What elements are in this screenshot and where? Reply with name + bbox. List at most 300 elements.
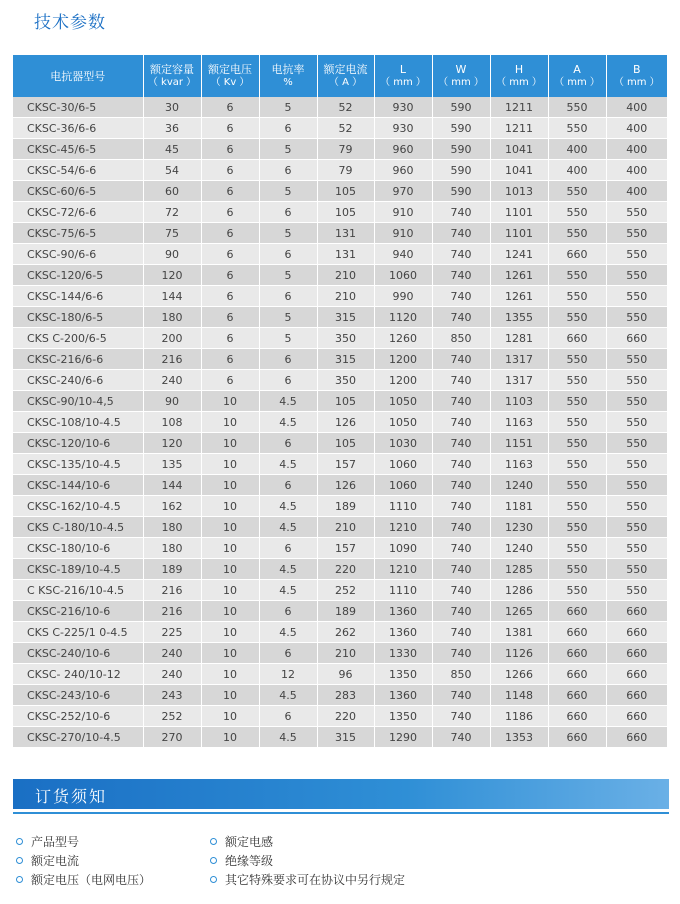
column-header-label: L — [399, 63, 407, 76]
table-cell: 90 — [143, 244, 201, 265]
table-cell: 550 — [606, 454, 667, 475]
table-cell: 660 — [606, 727, 667, 748]
table-cell: 660 — [606, 685, 667, 706]
table-cell: 105 — [317, 181, 374, 202]
table-cell: 740 — [432, 685, 490, 706]
table-cell: 210 — [317, 265, 374, 286]
table-cell: 740 — [432, 370, 490, 391]
table-cell: 4.5 — [259, 622, 317, 643]
table-cell: 550 — [548, 118, 606, 139]
table-cell: 740 — [432, 412, 490, 433]
table-header-row — [13, 55, 667, 97]
table-row — [13, 727, 667, 748]
table-cell: 6 — [201, 181, 259, 202]
column-header-label: A — [573, 63, 581, 76]
table-cell: 6 — [259, 601, 317, 622]
table-cell: 550 — [548, 370, 606, 391]
table-row — [13, 517, 667, 538]
table-cell: 6 — [259, 160, 317, 181]
table-cell: 740 — [432, 601, 490, 622]
column-header-label: 额定电流 — [323, 63, 368, 76]
table-cell: 910 — [374, 223, 432, 244]
table-cell: 550 — [548, 286, 606, 307]
column-header-unit: （ mm ） — [496, 77, 542, 88]
table-cell: 960 — [374, 139, 432, 160]
table-cell: 6 — [201, 349, 259, 370]
table-row — [13, 181, 667, 202]
table-cell: 1101 — [490, 223, 548, 244]
table-cell: 550 — [606, 223, 667, 244]
table-cell: 210 — [317, 517, 374, 538]
table-cell: 550 — [606, 433, 667, 454]
table-cell: 1360 — [374, 622, 432, 643]
table-cell: 550 — [548, 223, 606, 244]
table-cell: 740 — [432, 286, 490, 307]
order-note-text: 产品型号 — [31, 835, 80, 849]
table-cell: 315 — [317, 307, 374, 328]
table-cell: 1265 — [490, 601, 548, 622]
table-cell: 660 — [606, 622, 667, 643]
table-cell: 5 — [259, 97, 317, 118]
table-row — [13, 433, 667, 454]
column-header-label: 电抗率 — [271, 63, 305, 76]
column-header-unit: （ mm ） — [613, 77, 660, 88]
table-cell: 1050 — [374, 391, 432, 412]
column-header-unit: （ mm ） — [554, 77, 600, 88]
column-header — [432, 55, 490, 97]
model-cell: CKSC-243/10-6 — [13, 685, 143, 706]
table-cell: 1110 — [374, 496, 432, 517]
column-header-unit: % — [283, 77, 293, 88]
table-cell: 189 — [143, 559, 201, 580]
table-cell: 10 — [201, 517, 259, 538]
table-cell: 740 — [432, 202, 490, 223]
table-cell: 1241 — [490, 244, 548, 265]
table-row — [13, 370, 667, 391]
table-cell: 4.5 — [259, 517, 317, 538]
table-cell: 1261 — [490, 265, 548, 286]
table-cell: 131 — [317, 244, 374, 265]
table-row — [13, 202, 667, 223]
table-cell: 180 — [143, 538, 201, 559]
table-cell: 10 — [201, 580, 259, 601]
table-cell: 660 — [606, 328, 667, 349]
table-cell: 1041 — [490, 160, 548, 181]
table-cell: 4.5 — [259, 685, 317, 706]
table-cell: 550 — [606, 517, 667, 538]
table-cell: 1060 — [374, 265, 432, 286]
table-row — [13, 118, 667, 139]
table-cell: 6 — [201, 139, 259, 160]
table-cell: 315 — [317, 349, 374, 370]
table-cell: 1261 — [490, 286, 548, 307]
table-cell: 96 — [317, 664, 374, 685]
table-cell: 10 — [201, 475, 259, 496]
table-cell: 550 — [548, 559, 606, 580]
table-cell: 550 — [606, 265, 667, 286]
table-cell: 590 — [432, 97, 490, 118]
table-cell: 1163 — [490, 454, 548, 475]
section-title: 技术参数 — [34, 13, 106, 33]
column-header-unit: （ A ） — [328, 77, 363, 88]
model-cell: CKSC-180/6-5 — [13, 307, 143, 328]
table-cell: 189 — [317, 496, 374, 517]
table-row — [13, 286, 667, 307]
column-header-label: 额定电压 — [208, 63, 252, 76]
table-cell: 6 — [201, 118, 259, 139]
table-cell: 10 — [201, 622, 259, 643]
table-cell: 6 — [259, 643, 317, 664]
model-cell: CKSC- 240/10-12 — [13, 664, 143, 685]
model-cell: CKSC-75/6-5 — [13, 223, 143, 244]
table-cell: 5 — [259, 328, 317, 349]
table-cell: 157 — [317, 538, 374, 559]
table-cell: 1126 — [490, 643, 548, 664]
table-cell: 740 — [432, 622, 490, 643]
table-cell: 550 — [606, 286, 667, 307]
table-cell: 162 — [143, 496, 201, 517]
model-cell: CKSC-252/10-6 — [13, 706, 143, 727]
model-cell: CKSC-144/6-6 — [13, 286, 143, 307]
table-cell: 740 — [432, 223, 490, 244]
table-cell: 550 — [548, 202, 606, 223]
column-header-label: B — [632, 63, 641, 76]
table-cell: 550 — [606, 349, 667, 370]
order-note-item — [210, 852, 273, 869]
table-cell: 1186 — [490, 706, 548, 727]
table-cell: 740 — [432, 433, 490, 454]
table-cell: 400 — [606, 118, 667, 139]
table-cell: 1330 — [374, 643, 432, 664]
table-cell: 1013 — [490, 181, 548, 202]
table-cell: 550 — [548, 496, 606, 517]
table-cell: 740 — [432, 349, 490, 370]
table-cell: 740 — [432, 265, 490, 286]
table-cell: 120 — [143, 265, 201, 286]
model-cell: CKSC-120/6-5 — [13, 265, 143, 286]
model-cell: CKSC-144/10-6 — [13, 475, 143, 496]
table-cell: 6 — [259, 118, 317, 139]
table-cell: 550 — [606, 391, 667, 412]
table-cell: 216 — [143, 601, 201, 622]
table-cell: 144 — [143, 286, 201, 307]
table-cell: 1360 — [374, 685, 432, 706]
table-cell: 1210 — [374, 559, 432, 580]
table-cell: 660 — [548, 727, 606, 748]
table-cell: 740 — [432, 307, 490, 328]
table-cell: 350 — [317, 328, 374, 349]
table-cell: 660 — [548, 622, 606, 643]
table-cell: 240 — [143, 370, 201, 391]
model-cell: CKSC-36/6-6 — [13, 118, 143, 139]
table-row — [13, 580, 667, 601]
table-cell: 6 — [201, 286, 259, 307]
model-cell: CKSC-72/6-6 — [13, 202, 143, 223]
table-cell: 1060 — [374, 454, 432, 475]
table-cell: 930 — [374, 97, 432, 118]
model-cell: CKSC-180/10-6 — [13, 538, 143, 559]
table-cell: 45 — [143, 139, 201, 160]
table-row — [13, 160, 667, 181]
bullet-icon — [210, 876, 217, 883]
table-cell: 550 — [548, 454, 606, 475]
table-cell: 740 — [432, 391, 490, 412]
table-cell: 5 — [259, 223, 317, 244]
table-cell: 10 — [201, 496, 259, 517]
table-row — [13, 265, 667, 286]
table-cell: 550 — [606, 370, 667, 391]
table-cell: 262 — [317, 622, 374, 643]
table-cell: 550 — [548, 433, 606, 454]
table-cell: 660 — [548, 244, 606, 265]
table-cell: 10 — [201, 538, 259, 559]
table-cell: 270 — [143, 727, 201, 748]
table-cell: 1285 — [490, 559, 548, 580]
table-cell: 6 — [259, 433, 317, 454]
table-cell: 550 — [606, 244, 667, 265]
table-cell: 400 — [606, 181, 667, 202]
column-header — [143, 55, 201, 97]
table-cell: 6 — [259, 202, 317, 223]
table-cell: 75 — [143, 223, 201, 244]
table-cell: 243 — [143, 685, 201, 706]
table-row — [13, 643, 667, 664]
table-cell: 740 — [432, 496, 490, 517]
model-cell: CKSC-30/6-5 — [13, 97, 143, 118]
order-note-text: 额定电压（电网电压） — [31, 873, 152, 887]
table-cell: 216 — [143, 580, 201, 601]
table-cell: 550 — [548, 517, 606, 538]
table-cell: 1050 — [374, 412, 432, 433]
table-cell: 1360 — [374, 601, 432, 622]
table-row — [13, 391, 667, 412]
table-cell: 740 — [432, 475, 490, 496]
table-cell: 990 — [374, 286, 432, 307]
table-cell: 10 — [201, 391, 259, 412]
model-cell: CKSC-108/10-4.5 — [13, 412, 143, 433]
table-cell: 1030 — [374, 433, 432, 454]
table-cell: 180 — [143, 517, 201, 538]
table-cell: 1120 — [374, 307, 432, 328]
table-row — [13, 223, 667, 244]
table-cell: 4.5 — [259, 454, 317, 475]
table-cell: 5 — [259, 181, 317, 202]
table-cell: 550 — [606, 538, 667, 559]
table-cell: 1110 — [374, 580, 432, 601]
table-row — [13, 664, 667, 685]
table-cell: 740 — [432, 538, 490, 559]
table-cell: 960 — [374, 160, 432, 181]
table-cell: 6 — [259, 370, 317, 391]
column-header — [374, 55, 432, 97]
table-cell: 72 — [143, 202, 201, 223]
model-cell: CKSC-270/10-4.5 — [13, 727, 143, 748]
table-cell: 550 — [606, 412, 667, 433]
table-cell: 850 — [432, 328, 490, 349]
table-cell: 6 — [201, 328, 259, 349]
table-cell: 135 — [143, 454, 201, 475]
model-cell: CKSC-240/6-6 — [13, 370, 143, 391]
table-cell: 660 — [548, 643, 606, 664]
table-cell: 157 — [317, 454, 374, 475]
order-note-item — [16, 871, 151, 888]
table-cell: 6 — [259, 286, 317, 307]
table-cell: 6 — [201, 307, 259, 328]
model-cell: CKS C-180/10-4.5 — [13, 517, 143, 538]
table-cell: 105 — [317, 202, 374, 223]
table-cell: 126 — [317, 412, 374, 433]
table-cell: 79 — [317, 139, 374, 160]
table-cell: 4.5 — [259, 412, 317, 433]
table-cell: 1240 — [490, 538, 548, 559]
table-cell: 1240 — [490, 475, 548, 496]
table-cell: 590 — [432, 160, 490, 181]
column-header-label: 电抗器型号 — [50, 69, 106, 83]
table-cell: 200 — [143, 328, 201, 349]
table-cell: 1286 — [490, 580, 548, 601]
table-cell: 4.5 — [259, 559, 317, 580]
table-cell: 550 — [548, 349, 606, 370]
table-body — [13, 97, 667, 748]
table-cell: 550 — [548, 307, 606, 328]
order-note-item — [210, 871, 405, 888]
table-cell: 590 — [432, 139, 490, 160]
bullet-icon — [210, 838, 217, 845]
table-cell: 6 — [201, 223, 259, 244]
order-note-item — [210, 833, 273, 850]
table-cell: 1090 — [374, 538, 432, 559]
table-cell: 10 — [201, 454, 259, 475]
table-cell: 6 — [201, 202, 259, 223]
table-cell: 550 — [606, 307, 667, 328]
table-cell: 740 — [432, 244, 490, 265]
table-cell: 740 — [432, 454, 490, 475]
model-cell: C KSC-216/10-4.5 — [13, 580, 143, 601]
column-header-label: W — [455, 63, 467, 76]
table-cell: 740 — [432, 580, 490, 601]
table-cell: 740 — [432, 643, 490, 664]
table-cell: 252 — [143, 706, 201, 727]
table-cell: 12 — [259, 664, 317, 685]
table-cell: 10 — [201, 685, 259, 706]
table-row — [13, 538, 667, 559]
table-cell: 740 — [432, 706, 490, 727]
table-cell: 189 — [317, 601, 374, 622]
table-row — [13, 412, 667, 433]
model-cell: CKSC-135/10-4.5 — [13, 454, 143, 475]
table-cell: 126 — [317, 475, 374, 496]
table-cell: 1260 — [374, 328, 432, 349]
column-header-unit: （ Kv ） — [210, 77, 250, 88]
table-cell: 1103 — [490, 391, 548, 412]
column-header — [548, 55, 606, 97]
table-cell: 910 — [374, 202, 432, 223]
table-cell: 144 — [143, 475, 201, 496]
table-cell: 940 — [374, 244, 432, 265]
table-cell: 315 — [317, 727, 374, 748]
table-cell: 105 — [317, 391, 374, 412]
table-cell: 4.5 — [259, 580, 317, 601]
table-cell: 550 — [606, 580, 667, 601]
table-cell: 6 — [201, 244, 259, 265]
table-cell: 225 — [143, 622, 201, 643]
table-cell: 550 — [548, 412, 606, 433]
model-cell: CKS C-200/6-5 — [13, 328, 143, 349]
table-cell: 1381 — [490, 622, 548, 643]
table-cell: 550 — [548, 580, 606, 601]
table-cell: 10 — [201, 601, 259, 622]
table-cell: 52 — [317, 118, 374, 139]
table-cell: 660 — [548, 601, 606, 622]
table-cell: 10 — [201, 559, 259, 580]
table-cell: 1353 — [490, 727, 548, 748]
table-cell: 1290 — [374, 727, 432, 748]
table-cell: 660 — [548, 685, 606, 706]
table-cell: 120 — [143, 433, 201, 454]
column-header — [490, 55, 548, 97]
table-cell: 220 — [317, 706, 374, 727]
table-cell: 660 — [548, 664, 606, 685]
table-row — [13, 328, 667, 349]
table-cell: 283 — [317, 685, 374, 706]
table-cell: 4.5 — [259, 727, 317, 748]
column-header — [259, 55, 317, 97]
table-cell: 30 — [143, 97, 201, 118]
table-cell: 90 — [143, 391, 201, 412]
table-cell: 5 — [259, 265, 317, 286]
table-cell: 1060 — [374, 475, 432, 496]
bullet-icon — [210, 857, 217, 864]
column-header — [201, 55, 259, 97]
table-cell: 1350 — [374, 664, 432, 685]
table-cell: 1230 — [490, 517, 548, 538]
table-cell: 1101 — [490, 202, 548, 223]
table-cell: 1163 — [490, 412, 548, 433]
table-cell: 400 — [548, 139, 606, 160]
table-row — [13, 622, 667, 643]
table-cell: 210 — [317, 643, 374, 664]
table-cell: 10 — [201, 433, 259, 454]
table-cell: 131 — [317, 223, 374, 244]
column-header — [317, 55, 374, 97]
table-cell: 1266 — [490, 664, 548, 685]
table-row — [13, 244, 667, 265]
table-cell: 10 — [201, 412, 259, 433]
table-cell: 740 — [432, 559, 490, 580]
table-cell: 590 — [432, 181, 490, 202]
model-cell: CKSC-90/6-6 — [13, 244, 143, 265]
table-cell: 4.5 — [259, 391, 317, 412]
table-cell: 740 — [432, 727, 490, 748]
table-cell: 6 — [201, 97, 259, 118]
table-cell: 5 — [259, 307, 317, 328]
order-note-text: 其它特殊要求可在协议中另行规定 — [225, 873, 406, 887]
bullet-icon — [16, 876, 23, 883]
model-cell: CKS C-225/1 0-4.5 — [13, 622, 143, 643]
table-row — [13, 97, 667, 118]
divider — [13, 812, 669, 814]
model-cell: CKSC-162/10-4.5 — [13, 496, 143, 517]
table-cell: 740 — [432, 517, 490, 538]
model-cell: CKSC-216/6-6 — [13, 349, 143, 370]
model-cell: CKSC-45/6-5 — [13, 139, 143, 160]
order-note-item — [16, 852, 79, 869]
table-cell: 6 — [259, 706, 317, 727]
table-cell: 240 — [143, 664, 201, 685]
model-cell: CKSC-120/10-6 — [13, 433, 143, 454]
table-cell: 660 — [606, 643, 667, 664]
table-cell: 350 — [317, 370, 374, 391]
